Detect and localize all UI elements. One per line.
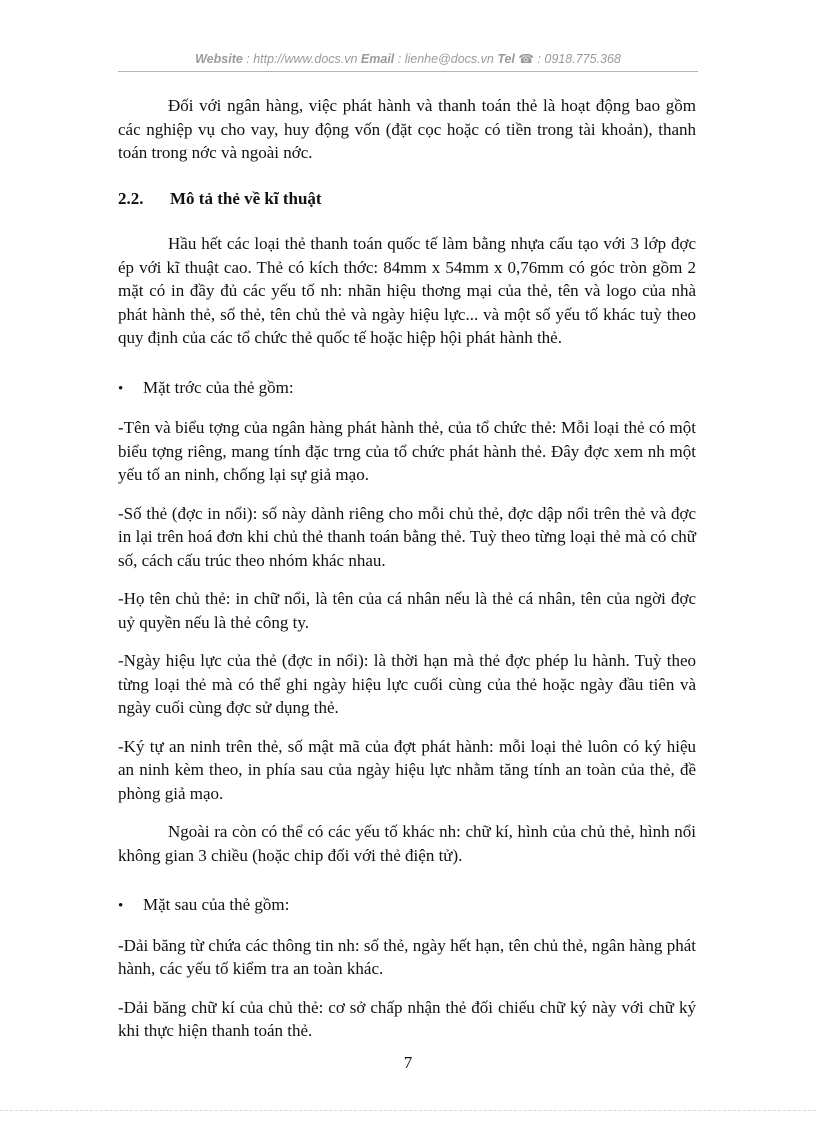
website-label: Website <box>195 52 243 66</box>
document-body <box>118 94 696 1043</box>
section-title: Mô tả thẻ về kĩ thuật <box>170 188 322 208</box>
back-heading-text: Mặt sau của thẻ gồm: <box>143 895 290 914</box>
front-item: -Họ tên chủ thẻ: in chữ nổi, là tên của cá nhân nếu là thẻ cá nhân, tên của ngời đợc uỷ quyền nếu là thẻ công ty. <box>118 589 696 632</box>
page-header <box>118 51 698 66</box>
phone-icon: ☎ <box>518 52 534 66</box>
front-heading <box>118 376 696 402</box>
tel-label: Tel <box>497 52 515 66</box>
header-divider <box>118 71 698 72</box>
intro-paragraph: Đối với ngân hàng, việc phát hành và thanh toán thẻ là hoạt động bao gồm các nghiệp vụ cho vay, huy động vốn (đặt cọc hoặc có tiền trong tài khoản), thanh toán trong nớc và ngoài nớc. <box>118 96 696 162</box>
email-address: : lienhe@docs.vn <box>394 52 498 66</box>
front-extra-paragraph: Ngoài ra còn có thể có các yếu tố khác nh: chữ kí, hình của chủ thẻ, hình nổi không gian 3 chiều (hoặc chip đối với thẻ điện tử). <box>118 822 696 865</box>
bullet-icon: • <box>118 380 124 397</box>
front-item: -Số thẻ (đợc in nổi): số này dành riêng cho mỗi chủ thẻ, đợc dập nổi trên thẻ và đợc in lại trên hoá đơn khi chủ thẻ thanh toán bằng thẻ. Tuỳ theo từng loại thẻ mà có chữ số, cách cấu trúc theo nhóm khác nhau. <box>118 503 696 570</box>
footer-divider <box>0 1110 816 1111</box>
bullet-icon: • <box>118 898 124 914</box>
tel-number: : 0918.775.368 <box>533 52 621 66</box>
front-item: -Ký tự an ninh trên thẻ, số mật mã của đợt phát hành: mỗi loại thẻ luôn có ký hiệu an ninh kèm theo, in phía sau của ngày hiệu lực nhằm tăng tính an toàn của thẻ, đề phòng giả mạo. <box>118 736 696 803</box>
email-label: Email <box>360 52 395 66</box>
section-heading <box>118 187 696 211</box>
back-item: -Dải băng chữ kí của chủ thẻ: cơ sở chấp nhận thẻ đối chiếu chữ ký này với chữ ký khi thực hiện thanh toán thẻ. <box>118 997 696 1040</box>
back-heading <box>118 893 696 919</box>
front-heading-text: Mặt trớc của thẻ gồm: <box>143 377 294 397</box>
front-item: -Ngày hiệu lực của thẻ (đợc in nổi): là thời hạn mà thẻ đợc phép lu hành. Tuỳ theo từng loại thẻ mà có thể ghi ngày hiệu lực cuối cùng của thẻ hoặc ngày đầu tiên và ngày cuối cùng đợc sử dụng thẻ. <box>118 651 696 717</box>
section-number: 2.2. <box>118 188 144 208</box>
section-paragraph: Hầu hết các loại thẻ thanh toán quốc tế làm bằng nhựa cấu tạo với 3 lớp đợc ép với kĩ thuật cao. Thẻ có kích thớc: 84mm x 54mm x 0,76mm có góc tròn gồm 2 mặt có in đầy đủ các yếu tố nh: nhãn hiệu thơng mại của thẻ, tên và logo của nhà phát hành thẻ, số thẻ, tên chủ thẻ và ngày hiệu lực... và một số yếu tố khác tuỳ theo quy định của các tổ chức thẻ quốc tế hoặc hiệp hội phát hành thẻ. <box>118 234 696 347</box>
front-item: -Tên và biểu tợng của ngân hàng phát hành thẻ, của tổ chức thẻ: Mỗi loại thẻ có một biểu tợng riêng, mang tính đặc trng của tổ chức phát hành thẻ. Đây đợc xem nh một yếu tố an ninh, chống lại sự giả mạo. <box>118 418 696 484</box>
back-item: -Dải băng từ chứa các thông tin nh: số thẻ, ngày hết hạn, tên chủ thẻ, ngân hàng phát hành, các yếu tố kiểm tra an toàn khác. <box>118 935 696 978</box>
page-number: 7 <box>403 1053 413 1072</box>
website-url: : http://www.docs.vn <box>242 52 361 66</box>
